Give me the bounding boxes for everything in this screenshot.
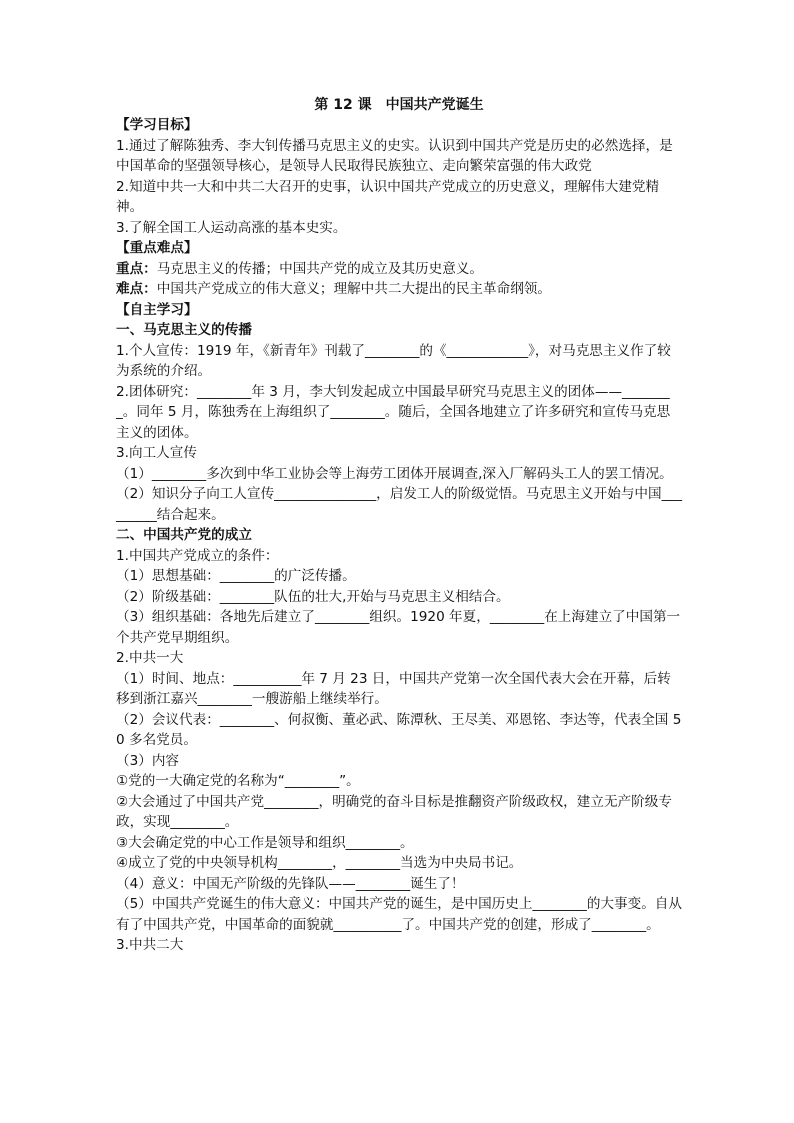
marxism-item-3-1: （1）________多次到中华工业协会等上海劳工团体开展调查,深入厂解码头工人的罢工情况。 (116, 465, 673, 482)
marxism-item-2: 2.团体研究：________年 3 月，李大钊发起成立中国最早研究马克思主义的团体——________。同年 5 月，陈独秀在上海组织了________。随后，全国各地建立了许多研究和宣传马克思主义的团体。 (116, 383, 671, 441)
first-congress-content: （3）内容 (116, 752, 180, 769)
lesson-title: 第 12 课 中国共产党诞生 (314, 97, 484, 113)
learning-goal-2: 2.知道中共一大和中共二大召开的史事，认识中国共产党成立的历史意义，理解伟大建党精神。 (116, 178, 660, 215)
key-points-heading: 【重点难点】 (116, 240, 198, 256)
document-body (116, 95, 682, 956)
first-congress-content-b: ②大会通过了中国共产党________，明确党的奋斗目标是推翻资产阶级政权，建立无产阶级专政，实现________。 (116, 793, 672, 830)
first-congress-delegates: （2）会议代表：________、何叔衡、董必武、陈潭秋、王尽美、邓恩铭、李达等，代表全国 50 多名党员。 (116, 711, 682, 748)
marxism-item-3-2: （2）知识分子向工人宣传_______________，启发工人的阶级觉悟。马克思主义开始与中国_________结合起来。 (116, 486, 682, 523)
party-birth-significance: （5）中国共产党诞生的伟大意义：中国共产党的诞生，是中国历史上________的大事变。自从有了中国共产党，中国革命的面貌就__________了。中国共产党的创建，形成了________。 (116, 896, 682, 933)
party-condition-1: （1）思想基础：________的广泛传播。 (116, 568, 356, 584)
first-congress-content-d: ④成立了党的中央领导机构________，________当选为中央局书记。 (116, 855, 523, 871)
learning-goal-1: 1.通过了解陈独秀、李大钊传播马克思主义的史实。认识到中国共产党是历史的必然选择，是中国革命的坚强领导核心，是领导人民取得民族独立、走向繁荣富强的伟大政党 (116, 137, 673, 174)
focus-text: 马克思主义的传播；中国共产党的成立及其历史意义。 (156, 260, 484, 277)
difficulty-text: 中国共产党成立的伟大意义；理解中共二大提出的民主革命纲领。 (156, 281, 551, 297)
first-congress-content-a: ①党的一大确定党的名称为“________”。 (116, 773, 360, 789)
second-congress-heading: 3.中共二大 (116, 937, 184, 953)
difficulty-row (116, 279, 682, 300)
focus-label: 重点： (116, 260, 157, 277)
party-condition-2: （2）阶级基础：________队伍的壮大,开始与马克思主义相结合。 (116, 588, 510, 605)
section-marxism-heading: 一、马克思主义的传播 (116, 322, 252, 338)
marxism-item-3: 3.向工人宣传 (116, 445, 197, 461)
party-conditions: 1.中国共产党成立的条件： (116, 547, 279, 564)
focus-row (116, 259, 682, 280)
first-congress-time-place: （1）时间、地点：__________年 7 月 23 日，中国共产党第一次全国代表大会在开幕，后转移到浙江嘉兴________一艘游船上继续举行。 (116, 670, 671, 707)
section-party-founding-heading: 二、中国共产党的成立 (116, 527, 252, 543)
difficulty-label: 难点： (116, 281, 157, 297)
learning-goal-3: 3.了解全国工人运动高涨的基本史实。 (116, 219, 347, 236)
first-congress-heading: 2.中共一大 (116, 650, 184, 666)
first-congress-content-c: ③大会确定党的中心工作是领导和组织________。 (116, 834, 414, 851)
marxism-item-1: 1.个人宣传：1919 年，《新青年》刊载了________的《____________》，对马克思主义作了较为系统的介绍。 (116, 342, 671, 379)
first-congress-significance: （4）意义：中国无产阶级的先锋队——________诞生了！ (116, 875, 465, 892)
party-condition-3: （3）组织基础：各地先后建立了________组织。1920 年夏，________在上海建立了中国第一个共产党早期组织。 (116, 609, 681, 646)
self-study-heading: 【自主学习】 (116, 301, 198, 318)
learning-goals-heading: 【学习目标】 (116, 117, 198, 133)
